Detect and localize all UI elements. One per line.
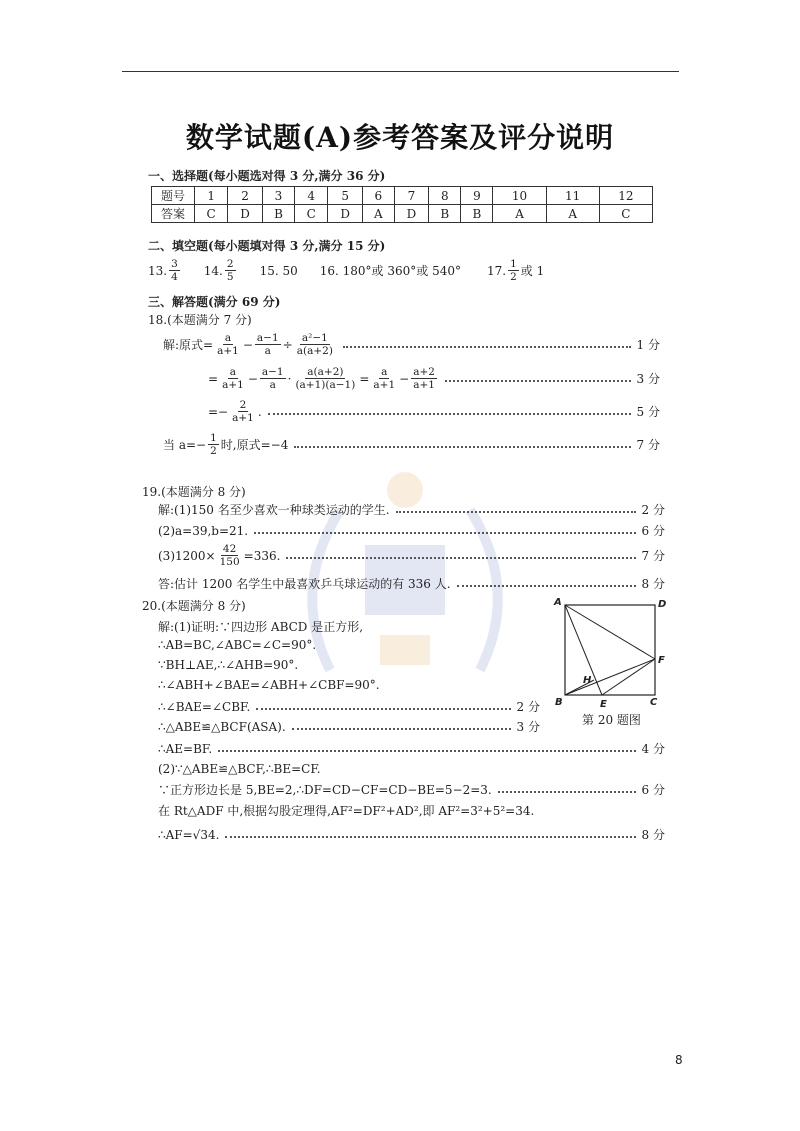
- q20-line-10: 在 Rt△ADF 中,根据勾股定理得,AF²=DF²+AD²,即 AF²=3²+5²=34.: [158, 804, 535, 818]
- q18-line-2: [208, 366, 660, 391]
- score: 6 分: [641, 783, 665, 797]
- fraction: [508, 258, 519, 283]
- operator: −: [247, 371, 258, 386]
- score: 4 分: [641, 742, 665, 756]
- q20-line-7: [158, 740, 665, 757]
- square-abcd: [565, 605, 655, 695]
- numerator: a: [229, 366, 237, 378]
- table-row: [152, 187, 653, 205]
- point-label-h: H: [583, 675, 592, 686]
- q18-line-4: [163, 432, 660, 457]
- point-label-c: C: [650, 697, 658, 708]
- score: 8 分: [641, 577, 665, 591]
- fraction: [293, 366, 357, 391]
- numerator: 2: [226, 258, 234, 270]
- table-cell: 4: [295, 187, 328, 205]
- table-cell: 5: [328, 187, 363, 205]
- fraction: [260, 366, 286, 391]
- denominator: 2: [210, 445, 217, 457]
- fraction: [220, 366, 246, 391]
- numerator: 42: [222, 543, 237, 555]
- q18-line-3: [208, 399, 660, 424]
- answer-14-prefix: 14.: [203, 263, 223, 278]
- section2-heading: 二、填空题(每小题填对得 3 分,满分 15 分): [148, 239, 386, 253]
- text: ∴AF=√34.: [158, 827, 220, 842]
- score: 2 分: [641, 503, 665, 517]
- q20-line-4: ∴∠ABH+∠BAE=∠ABH+∠CBF=90°.: [158, 678, 380, 692]
- q19-title: 19.(本题满分 8 分): [142, 485, 246, 499]
- text: =336.: [243, 548, 281, 563]
- page-title: 数学试题(A)参考答案及评分说明: [185, 121, 615, 154]
- denominator: 150: [219, 556, 240, 568]
- operator: =: [359, 371, 370, 386]
- answer-17-suffix: 或 1: [520, 264, 545, 278]
- score: 3 分: [516, 720, 540, 734]
- dot-leader: [498, 791, 636, 793]
- table-cell: B: [262, 205, 294, 223]
- table-cell: C: [295, 205, 328, 223]
- dot-leader: [445, 380, 631, 382]
- figure-caption: 第 20 题图: [582, 713, 641, 727]
- table-cell: D: [328, 205, 363, 223]
- score: 3 分: [636, 372, 660, 386]
- denominator: a: [269, 379, 276, 391]
- answer-16: 16. 180°或 360°或 540°: [319, 264, 461, 278]
- fraction: [208, 432, 219, 457]
- point-label-d: D: [658, 599, 667, 610]
- table-cell: C: [195, 205, 228, 223]
- numerator: 3: [171, 258, 178, 270]
- numerator: a(a+2): [307, 366, 344, 378]
- score: 2 分: [516, 700, 540, 714]
- operator: −: [242, 337, 253, 352]
- denominator: a(a+2): [296, 345, 333, 357]
- dot-leader: [254, 532, 635, 534]
- denominator: a+1: [217, 345, 239, 357]
- text: (2)a=39,b=21.: [158, 523, 249, 538]
- score: 7 分: [636, 438, 660, 452]
- answer-table: [151, 186, 653, 223]
- table-cell: A: [363, 205, 395, 223]
- dot-leader: [225, 836, 635, 838]
- fraction: [411, 366, 437, 391]
- fraction: [230, 399, 256, 424]
- q20-line-5: [158, 698, 540, 715]
- table-cell: D: [228, 205, 263, 223]
- q20-line-6: [158, 718, 540, 735]
- q19-line-1: [158, 501, 665, 518]
- dot-leader: [294, 446, 630, 448]
- row-label: 答案: [152, 205, 195, 223]
- denominator: a+1: [413, 379, 435, 391]
- table-cell: B: [461, 205, 493, 223]
- fill-blank-answers: [148, 258, 544, 283]
- table-cell: 12: [599, 187, 652, 205]
- denominator: a+1: [222, 379, 244, 391]
- text: =: [208, 371, 219, 386]
- numerator: a+2: [413, 366, 435, 378]
- denominator: a: [264, 345, 271, 357]
- q20-line-1: 解:(1)证明:∵四边形 ABCD 是正方形,: [158, 620, 364, 634]
- table-cell: C: [599, 205, 652, 223]
- q20-title: 20.(本题满分 8 分): [142, 599, 246, 613]
- dot-leader: [396, 511, 636, 513]
- denominator: 5: [226, 271, 234, 283]
- denominator: 2: [510, 271, 517, 283]
- answer-13-prefix: 13.: [148, 263, 168, 278]
- segment-af: [565, 605, 655, 659]
- score: 1 分: [636, 338, 660, 352]
- numerator: a: [224, 332, 232, 344]
- page-number: 8: [675, 1053, 683, 1067]
- table-cell: 3: [262, 187, 294, 205]
- text: 当 a=−: [163, 438, 207, 452]
- fraction: [169, 258, 180, 283]
- denominator: a+1: [232, 412, 254, 424]
- denominator: 4: [171, 271, 178, 283]
- fraction: [295, 332, 335, 357]
- text: ∴∠BAE=∠CBF.: [158, 699, 251, 714]
- section1-heading: 一、选择题(每小题选对得 3 分,满分 36 分): [148, 169, 386, 183]
- denominator: (a+1)(a−1): [295, 379, 356, 391]
- dot-leader: [256, 708, 510, 710]
- text: 时,原式=−4: [220, 438, 289, 452]
- score: 8 分: [641, 828, 665, 842]
- numerator: a²−1: [301, 332, 328, 344]
- text: 解:原式=: [163, 338, 214, 352]
- q19-line-3: [158, 543, 665, 568]
- q20-line-11: [158, 826, 665, 843]
- q18-title: 18.(本题满分 7 分): [148, 313, 252, 327]
- numerator: 1: [210, 432, 217, 444]
- table-cell: B: [429, 205, 461, 223]
- fraction: [371, 366, 397, 391]
- table-cell: 11: [546, 187, 599, 205]
- table-cell: A: [493, 205, 546, 223]
- table-cell: 7: [394, 187, 429, 205]
- top-rule: [122, 71, 679, 72]
- section3-heading: 三、解答题(满分 69 分): [148, 295, 281, 309]
- numerator: a: [381, 366, 388, 378]
- denominator: a+1: [373, 379, 396, 391]
- q19-line-2: [158, 522, 665, 539]
- table-cell: 6: [363, 187, 395, 205]
- point-label-e: E: [600, 699, 607, 710]
- q19-line-4: [158, 575, 665, 592]
- text: ∵正方形边长是 5,BE=2,∴DF=CD−CF=CD−BE=5−2=3.: [158, 783, 492, 797]
- table-row: [152, 205, 653, 223]
- point-label-f: F: [658, 655, 665, 666]
- table-cell: 9: [461, 187, 493, 205]
- text: =−: [208, 404, 229, 419]
- row-label: 题号: [152, 187, 195, 205]
- point-label-a: A: [554, 597, 562, 608]
- numerator: a−1: [261, 366, 284, 378]
- operator: ·: [287, 371, 292, 386]
- score: 5 分: [636, 405, 660, 419]
- text: (3)1200×: [158, 548, 216, 563]
- dot-leader: [268, 413, 631, 415]
- operator: −: [399, 371, 410, 386]
- score: 7 分: [641, 549, 665, 563]
- table-cell: 8: [429, 187, 461, 205]
- q20-figure: [550, 595, 670, 710]
- text: 答:估计 1200 名学生中最喜欢乒乓球运动的有 336 人.: [158, 577, 451, 591]
- table-cell: 10: [493, 187, 546, 205]
- dot-leader: [292, 728, 511, 730]
- table-cell: 2: [228, 187, 263, 205]
- fraction: [225, 258, 236, 283]
- numerator: 1: [510, 258, 517, 270]
- dot-leader: [457, 585, 636, 587]
- fraction: [218, 543, 242, 568]
- q20-line-9: [158, 781, 665, 798]
- numerator: 2: [239, 399, 247, 411]
- dot-leader: [286, 557, 635, 559]
- q20-line-2: ∴AB=BC,∠ABC=∠C=90°.: [158, 638, 317, 652]
- q20-line-8: (2)∵△ABE≌△BCF,∴BE=CF.: [158, 762, 321, 776]
- text: ∴△ABE≌△BCF(ASA).: [158, 719, 286, 734]
- numerator: a−1: [256, 332, 279, 344]
- fraction: [215, 332, 241, 357]
- table-cell: 1: [195, 187, 228, 205]
- table-cell: D: [394, 205, 429, 223]
- text: 解:(1)150 名至少喜欢一种球类运动的学生.: [158, 503, 390, 517]
- text: ∴AE=BF.: [158, 741, 213, 756]
- answer-15: 15. 50: [259, 263, 298, 278]
- dot-leader: [343, 346, 631, 348]
- q18-line-1: [163, 332, 660, 357]
- dot-leader: [218, 750, 635, 752]
- operator: ÷: [282, 337, 293, 352]
- answer-17-prefix: 17.: [486, 263, 507, 278]
- fraction: [255, 332, 281, 357]
- text: .: [257, 404, 262, 419]
- table-cell: A: [546, 205, 599, 223]
- q20-line-3: ∵BH⊥AE,∴∠AHB=90°.: [158, 658, 299, 672]
- point-label-b: B: [555, 697, 563, 708]
- score: 6 分: [641, 524, 665, 538]
